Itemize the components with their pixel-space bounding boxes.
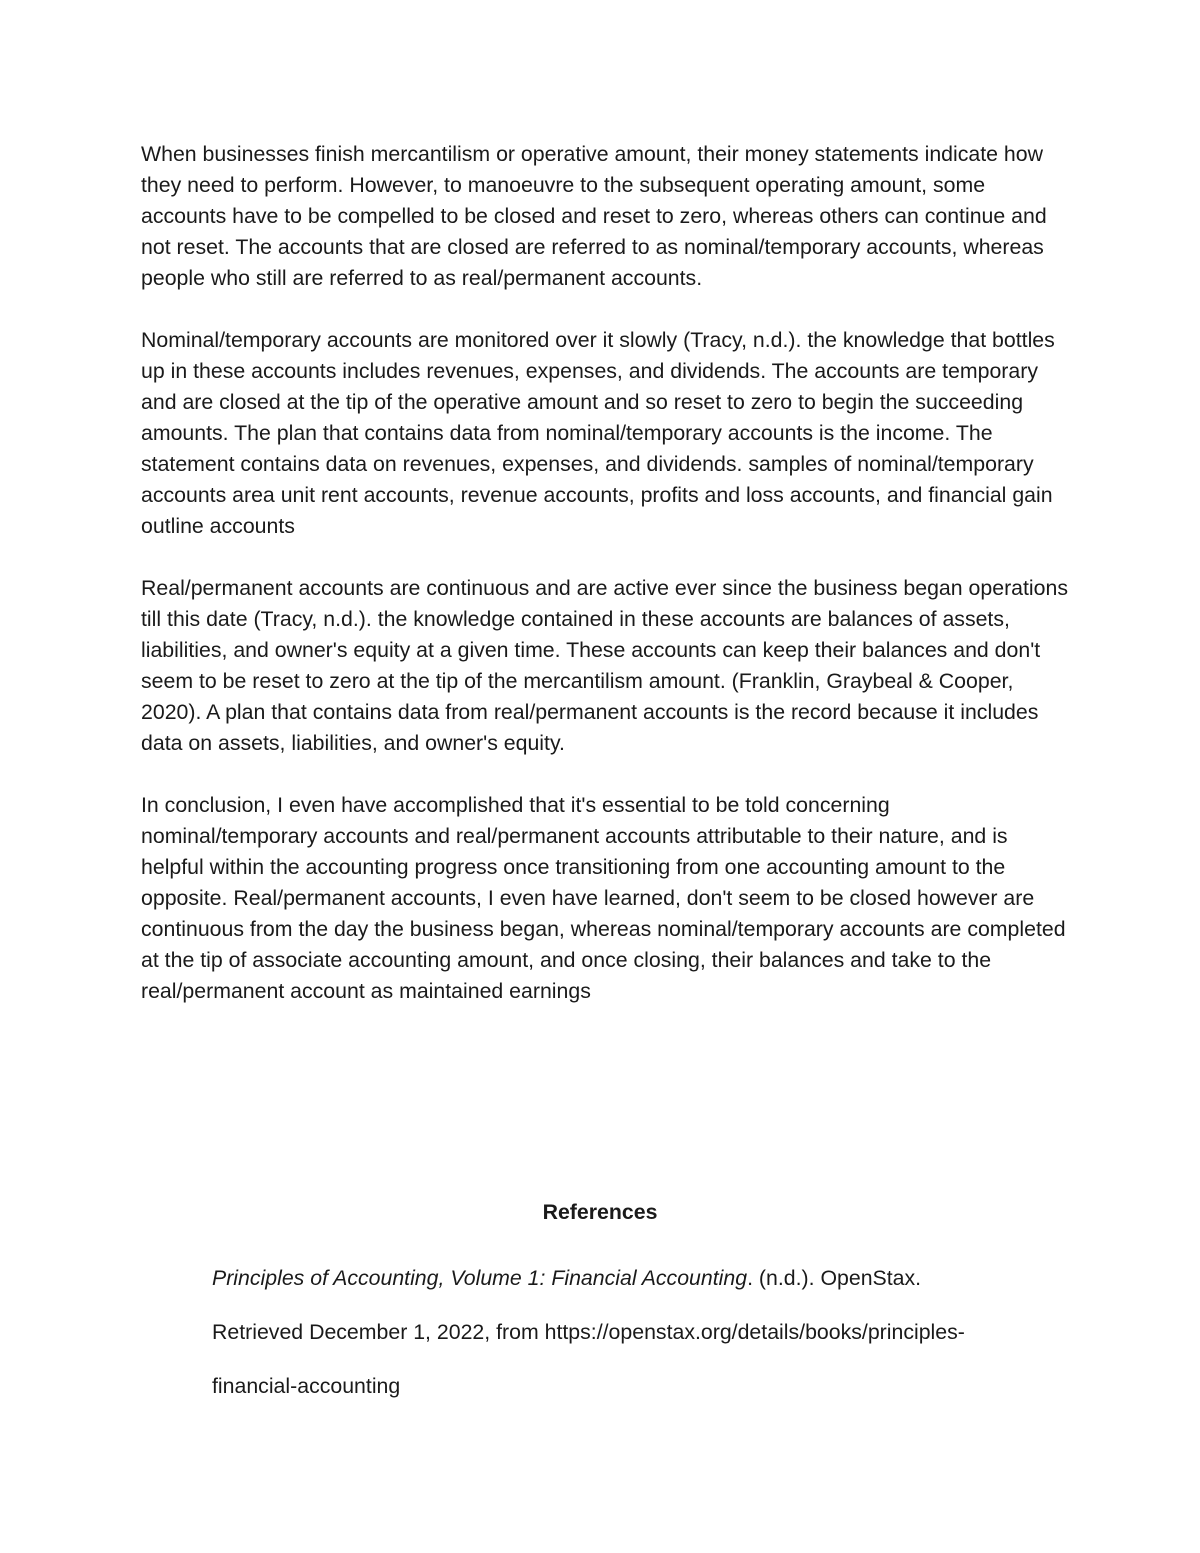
reference-book-title: Principles of Accounting, Volume 1: Financial Accounting (212, 1266, 748, 1290)
reference-entry (212, 1251, 1072, 1413)
reference-publisher: . (n.d.). OpenStax. (747, 1266, 922, 1290)
document-body (141, 139, 1071, 1038)
reference-line-2: Retrieved December 1, 2022, from https://openstax.org/details/books/principles- (212, 1320, 965, 1344)
reference-line-1 (212, 1251, 1072, 1305)
paragraph-conclusion: In conclusion, I even have accomplished that it's essential to be told concerning nominal/temporary accounts and real/permanent accounts attributable to their nature, and is helpful within the accounting progress once transitioning from one accounting amount to the opposite. Real/permanent accounts, I even have learned, don't seem to be closed however are continuous from the day the business began, whereas nominal/temporary accounts are completed at the tip of associate accounting amount, and once closing, their balances and take to the real/permanent account as maintained earnings (141, 793, 1066, 1003)
paragraph-intro: When businesses finish mercantilism or operative amount, their money statements indicate how they need to perform. However, to manoeuvre to the subsequent operating amount, some accounts have to be compelled to be closed and reset to zero, whereas others can continue and not reset. The accounts that are closed are referred to as nominal/temporary accounts, whereas people who still are referred to as real/permanent accounts. (141, 142, 1047, 290)
paragraph-nominal-accounts: Nominal/temporary accounts are monitored over it slowly (Tracy, n.d.). the knowledge that bottles up in these accounts includes revenues, expenses, and dividends. The accounts are temporary and are closed at the tip of the operative amount and so reset to zero to begin the succeeding amounts. The plan that contains data from nominal/temporary accounts is the income. The statement contains data on revenues, expenses, and dividends. samples of nominal/temporary accounts area unit rent accounts, revenue accounts, profits and loss accounts, and financial gain outline accounts (141, 328, 1055, 538)
reference-line-3: financial-accounting (212, 1374, 401, 1398)
paragraph-real-accounts: Real/permanent accounts are continuous and are active ever since the business began operations till this date (Tracy, n.d.). the knowledge contained in these accounts are balances of assets, liabilities, and owner's equity at a given time. These accounts can keep their balances and don't seem to be reset to zero at the tip of the mercantilism amount. (Franklin, Graybeal & Cooper, 2020). A plan that contains data from real/permanent accounts is the record because it includes data on assets, liabilities, and owner's equity. (141, 576, 1068, 755)
references-heading: References (542, 1200, 658, 1224)
